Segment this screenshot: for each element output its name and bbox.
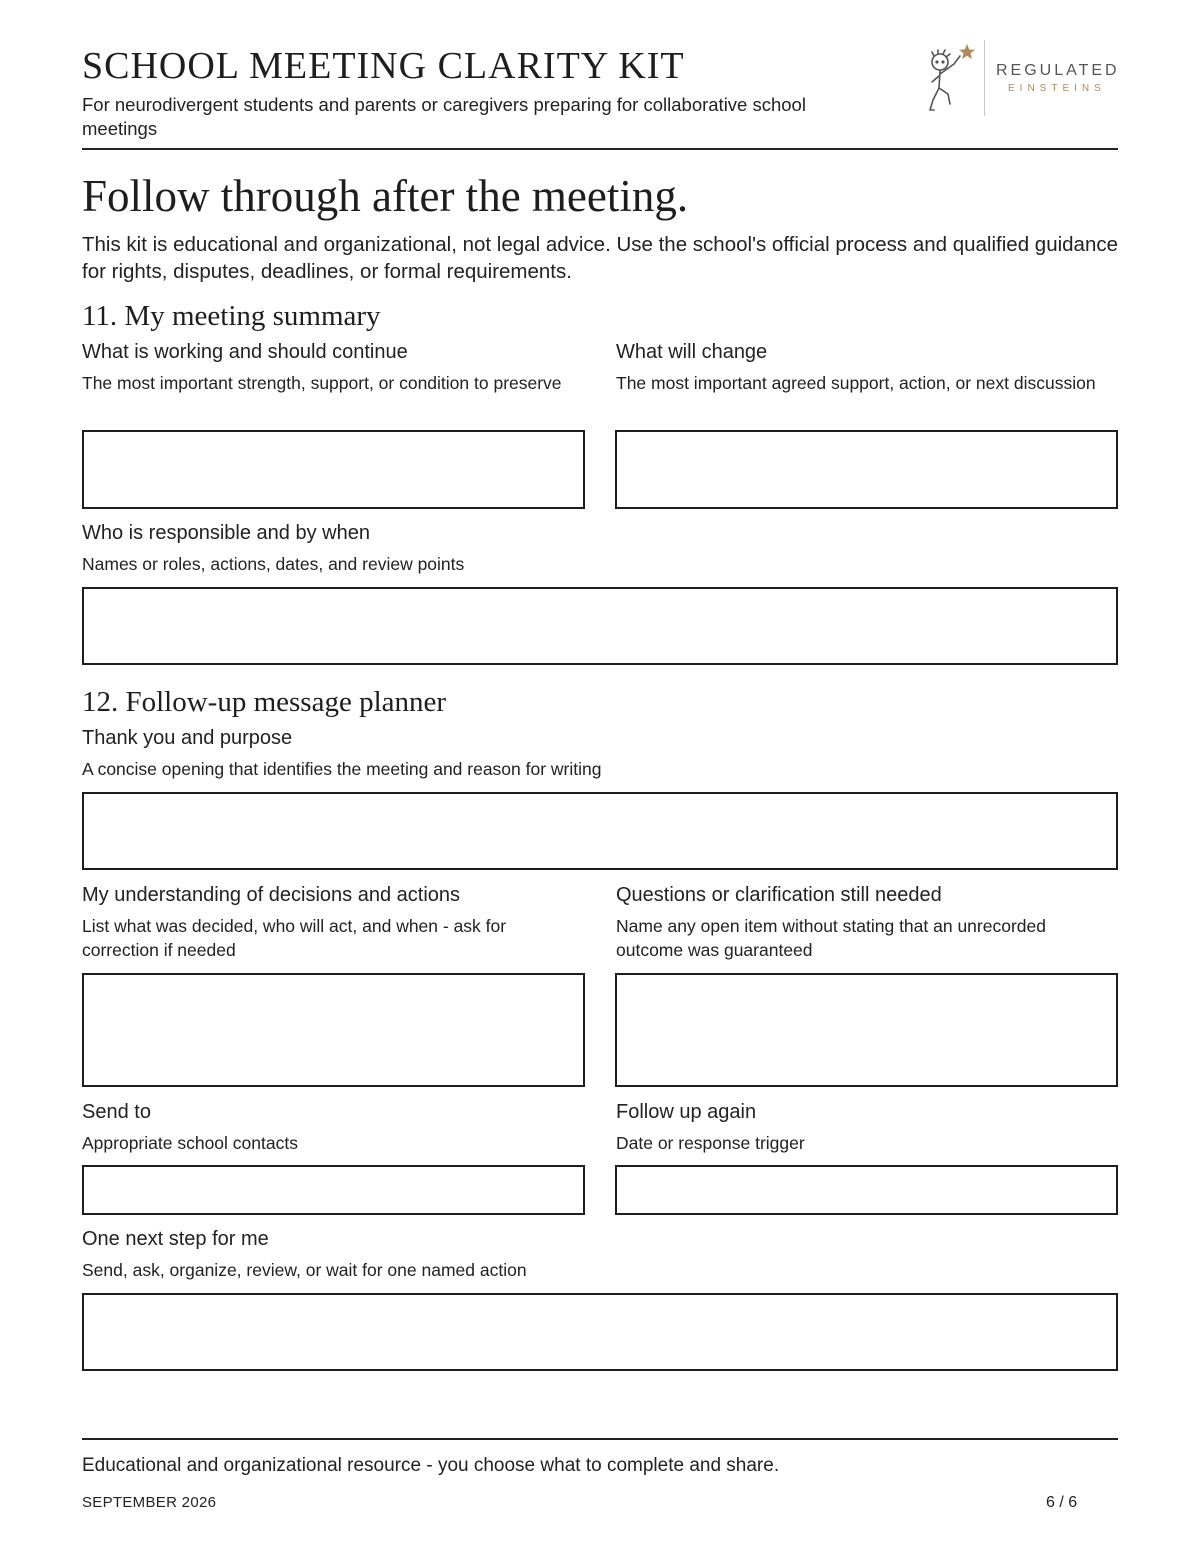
field-hint-thank-you: A concise opening that identifies the meeting and reason for writing <box>82 759 602 779</box>
field-label-follow-up: Follow up again <box>616 1101 757 1123</box>
field-hint-understanding: List what was decided, who will act, and when - ask for correction if needed <box>82 916 507 960</box>
logo-text-einsteins: EINSTEINS <box>1008 83 1106 94</box>
follow-up-again-input[interactable] <box>615 1165 1118 1215</box>
field-label-change: What will change <box>616 341 768 363</box>
kit-title: SCHOOL MEETING CLARITY KIT <box>82 45 685 87</box>
field-hint-change: The most important agreed support, action, or next discussion <box>616 373 1096 393</box>
intro-text: This kit is educational and organizational, not legal advice. Use the school's official process and qualified guidance for rights, disputes, deadlines, or formal requirements. <box>82 233 1119 283</box>
footer-rule <box>82 1438 1118 1440</box>
send-to-input[interactable] <box>82 1165 585 1215</box>
decisions-actions-input[interactable] <box>82 973 585 1087</box>
what-will-change-input[interactable] <box>615 430 1118 509</box>
kit-subtitle: For neurodivergent students and parents or caregivers preparing for collaborative school meetings <box>82 94 806 139</box>
field-label-next-step: One next step for me <box>82 1228 269 1250</box>
thank-you-purpose-input[interactable] <box>82 792 1118 870</box>
field-hint-send-to: Appropriate school contacts <box>82 1133 298 1153</box>
field-hint-working: The most important strength, support, or condition to preserve <box>82 373 562 393</box>
footer-date: SEPTEMBER 2026 <box>82 1494 217 1511</box>
working-continue-input[interactable] <box>82 430 585 509</box>
page-number: 6 / 6 <box>1046 1494 1078 1511</box>
field-label-understanding: My understanding of decisions and actions <box>82 884 461 906</box>
field-hint-next-step: Send, ask, organize, review, or wait for one named action <box>82 1260 527 1280</box>
field-hint-follow-up: Date or response trigger <box>616 1133 805 1153</box>
page-heading: Follow through after the meeting. <box>82 171 689 221</box>
logo-divider <box>984 40 985 116</box>
field-label-questions: Questions or clarification still needed <box>616 884 942 906</box>
field-hint-responsible: Names or roles, actions, dates, and review points <box>82 554 465 574</box>
field-label-send-to: Send to <box>82 1101 151 1123</box>
logo-text-regulated: REGULATED <box>996 62 1120 79</box>
field-label-thank-you: Thank you and purpose <box>82 727 293 749</box>
next-step-input[interactable] <box>82 1293 1118 1371</box>
section-12-title: 12. Follow-up message planner <box>82 686 447 718</box>
field-label-responsible: Who is responsible and by when <box>82 522 370 544</box>
section-11-title: 11. My meeting summary <box>82 300 381 332</box>
questions-clarification-input[interactable] <box>615 973 1118 1087</box>
footer-note: Educational and organizational resource - you choose what to complete and share. <box>82 1455 780 1476</box>
stick-figure-star-icon <box>924 42 980 116</box>
field-label-working: What is working and should continue <box>82 341 408 363</box>
field-hint-questions: Name any open item without stating that an unrecorded outcome was guaranteed <box>616 916 1046 960</box>
responsible-by-when-input[interactable] <box>82 587 1118 665</box>
header-rule <box>82 148 1118 150</box>
